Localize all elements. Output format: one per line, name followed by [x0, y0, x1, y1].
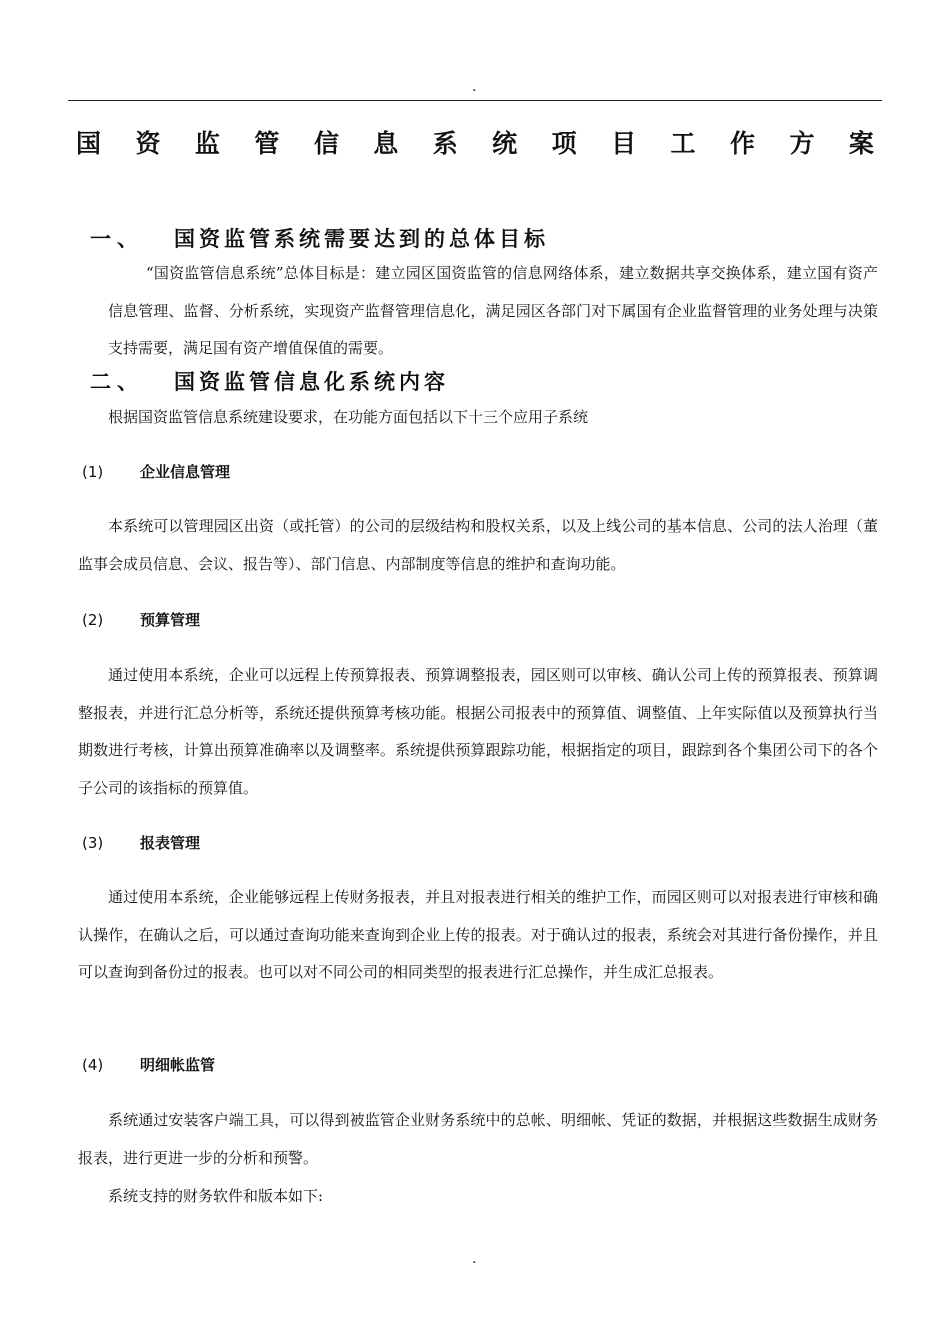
section2-intro: 根据国资监管信息系统建设要求，在功能方面包括以下十三个应用子系统 — [108, 408, 589, 426]
item3-paragraph: 通过使用本系统，企业能够远程上传财务报表，并且对报表进行相关的维护工作，而园区则可以对报表进行审核和确认操作，在确认之后，可以通过查询功能来查询到企业上传的报表。对于确认过的报表，系统会对其进行备份操作，并且可以查询到备份过的报表。也可以对不同公司的相同类型的报表进行汇总操作，并生成汇总报表。 — [78, 888, 878, 982]
title-char: 国 — [76, 129, 102, 158]
item2-number: (2) — [82, 611, 104, 629]
section2-number: 二、 — [90, 370, 144, 394]
title-char: 方 — [789, 129, 815, 158]
title-char: 管 — [254, 129, 280, 158]
item3-number: (3) — [82, 834, 104, 852]
item2-heading — [82, 610, 200, 630]
item1-number: (1) — [82, 463, 104, 481]
section2-heading — [90, 368, 449, 396]
title-char: 案 — [848, 129, 874, 158]
title-char: 信 — [313, 129, 339, 158]
item3-heading — [82, 833, 200, 853]
item2-title: 预算管理 — [140, 611, 201, 629]
section2-title: 国资监管信息化系统内容 — [174, 370, 449, 394]
item4-paragraph: 系统通过安装客户端工具，可以得到被监管企业财务系统中的总帐、明细帐、凭证的数据，并根据这些数据生成财务报表，进行更进一步的分析和预警。 — [78, 1111, 878, 1167]
title-char: 系 — [432, 129, 458, 158]
section1-number: 一、 — [90, 227, 144, 251]
item3-title: 报表管理 — [140, 834, 201, 852]
item1-paragraph: 本系统可以管理园区出资（或托管）的公司的层级结构和股权关系，以及上线公司的基本信息、公司的法人治理（董监事会成员信息、会议、报告等）、部门信息、内部制度等信息的维护和查询功能。 — [78, 517, 878, 573]
item2-paragraph: 通过使用本系统，企业可以远程上传预算报表、预算调整报表，园区则可以审核、确认公司上传的预算报表、预算调整报表，并进行汇总分析等，系统还提供预算考核功能。根据公司报表中的预算值、调整值、上年实际值以及预算执行当期数进行考核，计算出预算准确率以及调整率。系统提供预算跟踪功能，根据指定的项目，跟踪到各个集团公司下的各个子公司的该指标的预算值。 — [78, 666, 878, 797]
header-dot: . — [472, 79, 477, 95]
title-char: 作 — [729, 129, 755, 158]
item4-paragraph2: 系统支持的财务软件和版本如下: — [108, 1187, 324, 1205]
title-char: 工 — [670, 129, 696, 158]
section1-heading — [90, 225, 549, 253]
title-char: 项 — [551, 129, 577, 158]
item1-title: 企业信息管理 — [140, 463, 231, 481]
header-rule — [68, 100, 882, 101]
title-char: 息 — [373, 129, 399, 158]
title-char: 资 — [135, 129, 161, 158]
item1-heading — [82, 462, 230, 482]
page-title — [68, 128, 882, 160]
section1-title: 国资监管系统需要达到的总体目标 — [174, 227, 549, 251]
section1-paragraph: “国资监管信息系统”总体目标是：建立园区国资监管的信息网络体系，建立数据共享交换体系，建立国有资产信息管理、监督、分析系统，实现资产监督管理信息化，满足园区各部门对下属国有企业监督管理的业务处理与决策支持需要，满足国有资产增值保值的需要。 — [108, 264, 878, 358]
item4-number: (4) — [82, 1056, 104, 1074]
footer-dot: . — [472, 1251, 477, 1267]
item4-title: 明细帐监管 — [140, 1056, 216, 1074]
title-char: 统 — [492, 129, 518, 158]
item4-heading — [82, 1055, 215, 1075]
title-char: 监 — [194, 129, 220, 158]
title-char: 目 — [611, 129, 637, 158]
